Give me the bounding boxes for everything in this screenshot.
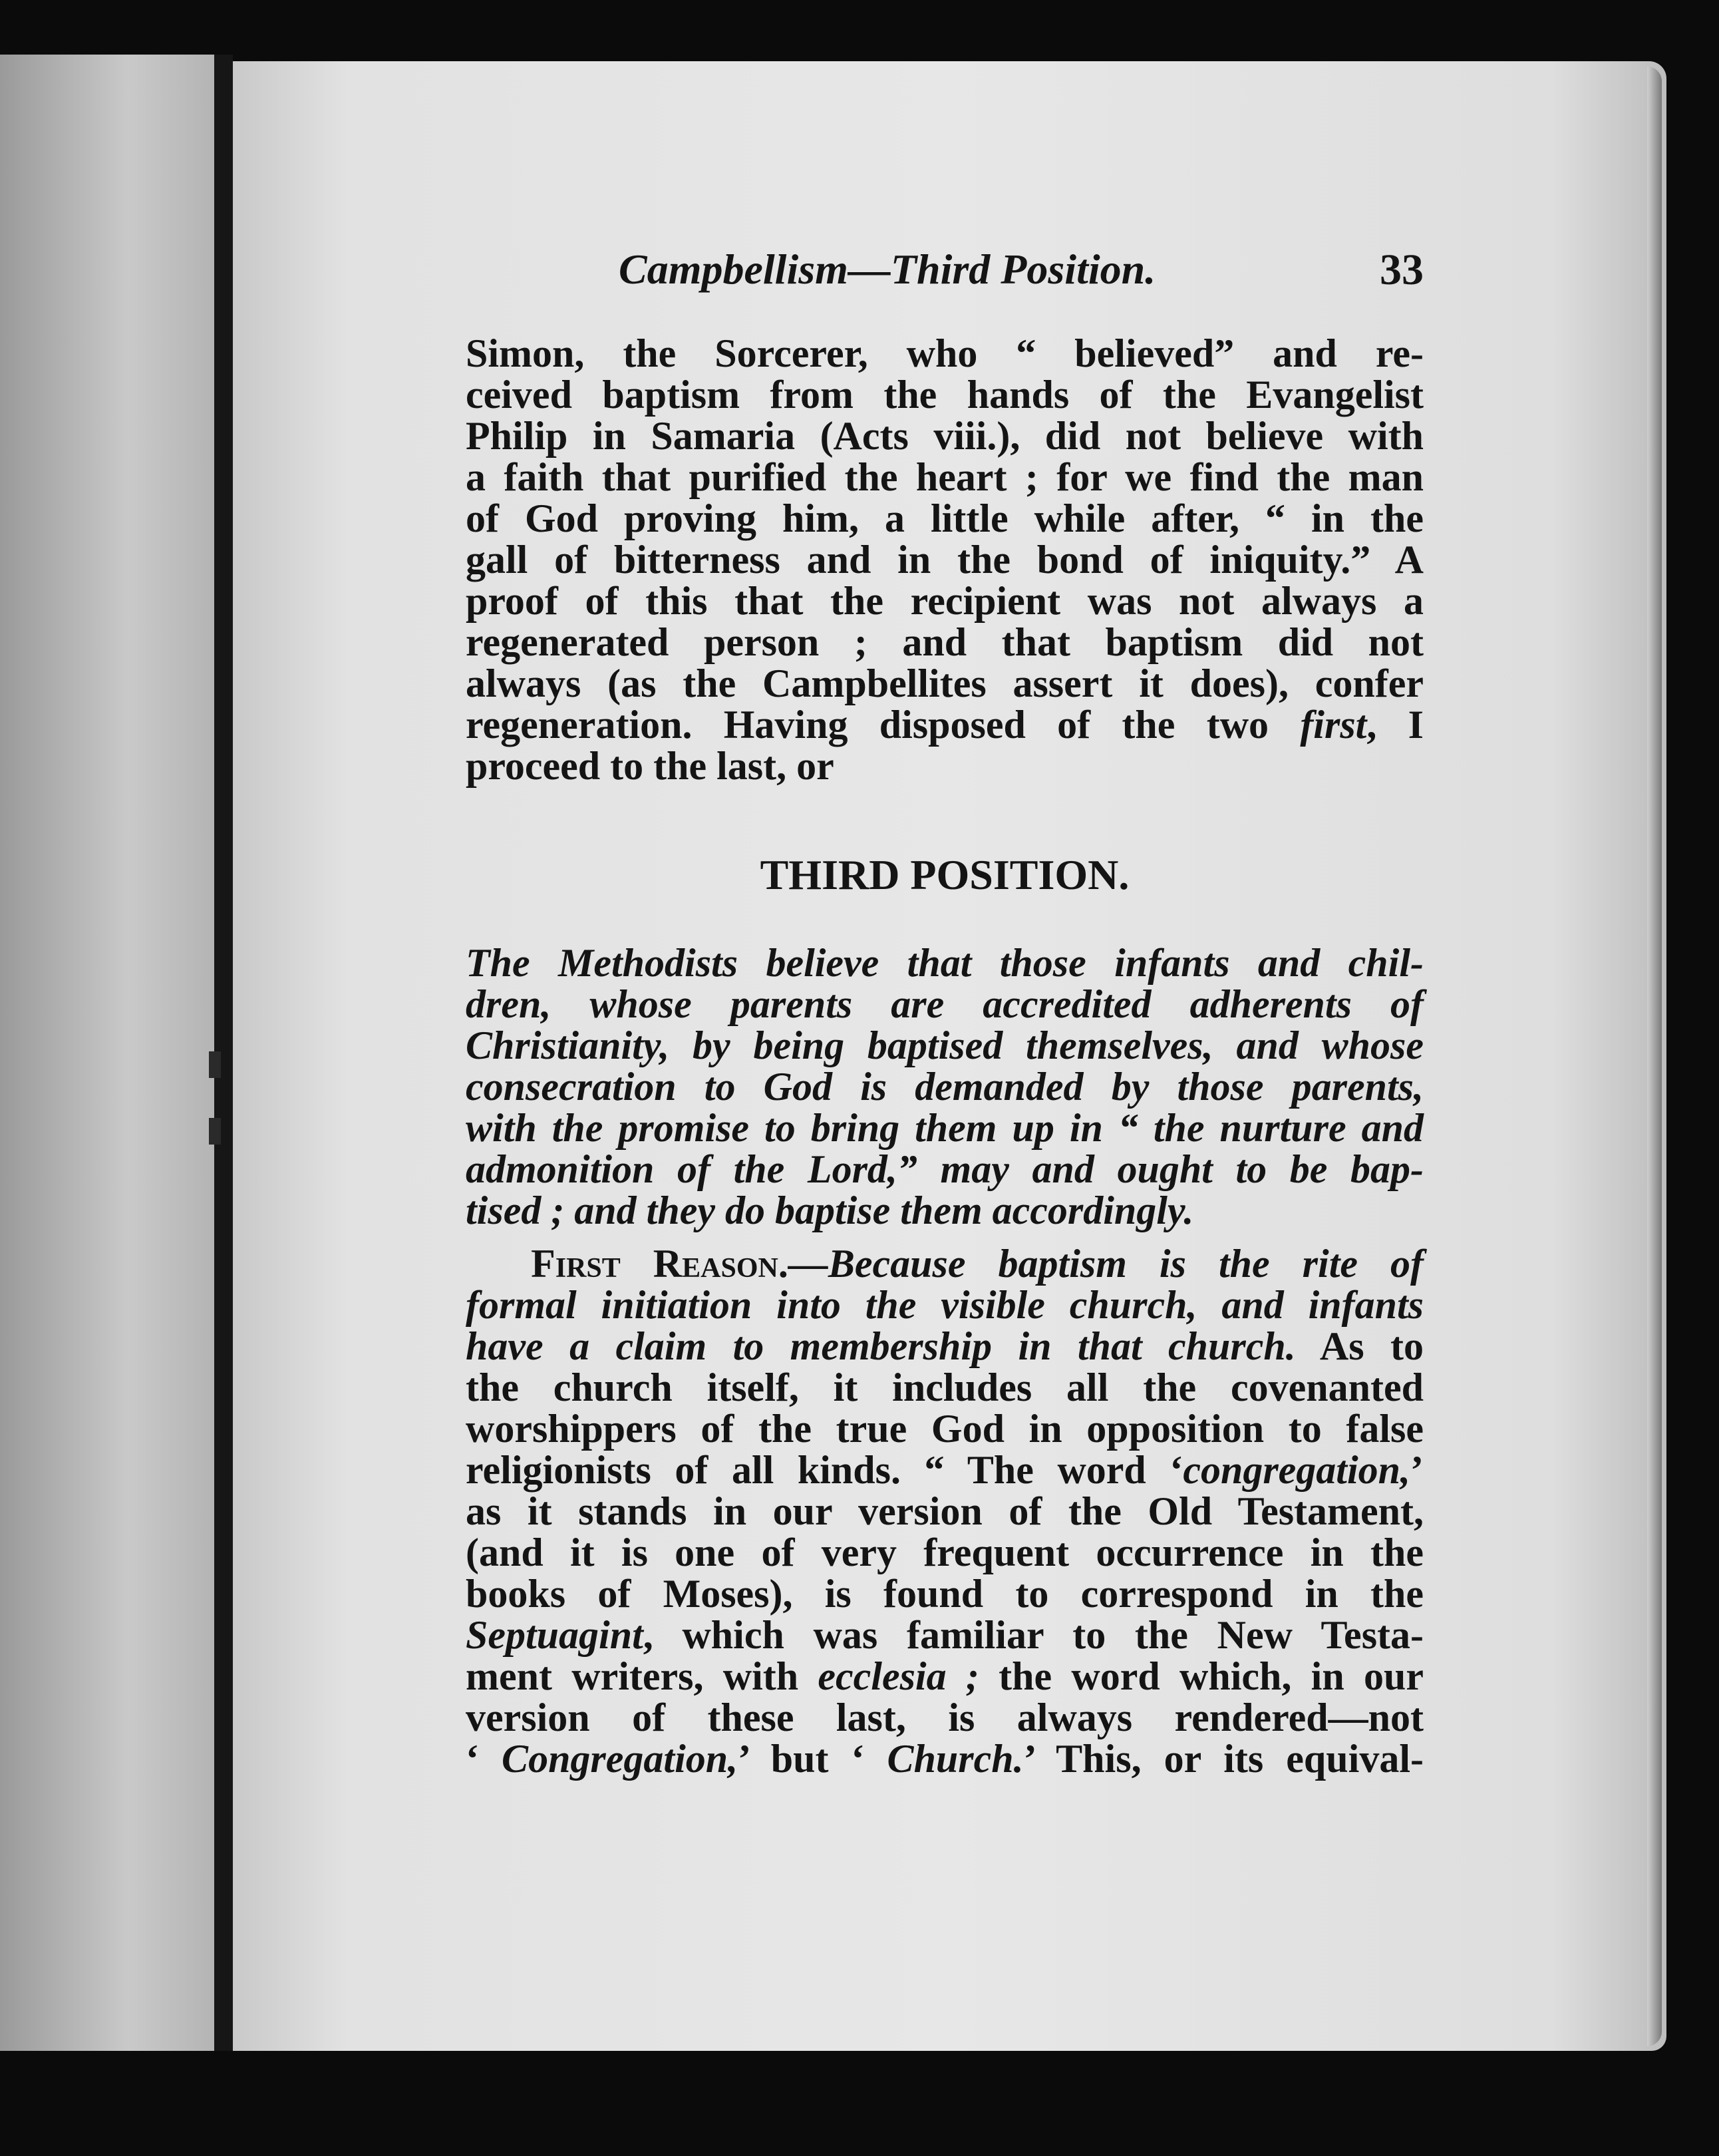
italic-run: —Because baptism is the rite of	[788, 1242, 1424, 1286]
text-line: worshippers of the true God in opposition to false	[466, 1407, 1424, 1451]
text-line: books of Moses), is found to correspond in the	[466, 1572, 1424, 1616]
section-heading: THIRD POSITION.	[760, 851, 1130, 898]
text-run: religionists of all kinds. “ The word ‘	[466, 1448, 1183, 1492]
italic-run: Congregation,	[502, 1737, 738, 1781]
italic-run: first	[1300, 703, 1367, 747]
running-head-title: Campbellism—Third Position.	[619, 246, 1156, 293]
text-run: As to	[1295, 1324, 1424, 1368]
paragraph-simon	[466, 333, 1424, 787]
text-line	[466, 704, 1424, 745]
running-head	[619, 245, 1424, 294]
page-number: 33	[1380, 246, 1424, 294]
text-line	[466, 1656, 1424, 1697]
text-run: ’ but ‘	[738, 1737, 887, 1781]
text-line: dren, whose parents are accredited adherents of	[466, 982, 1424, 1026]
text-line: regenerated person ; and that baptism did not	[466, 620, 1424, 664]
text-line: proof of this that the recipient was not always a	[466, 579, 1424, 623]
text-line: Philip in Samaria (Acts viii.), did not believe with	[466, 414, 1424, 458]
text-line	[466, 1614, 1424, 1656]
text-run: ’	[1410, 1448, 1424, 1492]
text-run: ’ This, or its equival-	[1023, 1737, 1424, 1781]
text-run: ment writers, with	[466, 1654, 818, 1698]
text-line	[466, 1449, 1424, 1491]
text-line: ceived baptism from the hands of the Evangelist	[466, 373, 1424, 417]
text-line: tised ; and they do baptise them accordingly.	[466, 1188, 1194, 1232]
text-run: regeneration. Having disposed of the two	[466, 703, 1301, 747]
text-line	[466, 1738, 1424, 1779]
text-line: as it stands in our version of the Old Testament,	[466, 1489, 1424, 1533]
text-line	[466, 1326, 1424, 1367]
position-statement	[466, 942, 1424, 1231]
text-run: the word which, in our	[979, 1654, 1424, 1698]
text-line: gall of bitterness and in the bond of iniquity.” A	[466, 538, 1424, 582]
text-line: a faith that purified the heart ; for we find the man	[466, 455, 1424, 499]
facing-page-edge	[0, 55, 214, 2051]
first-reason-paragraph	[466, 1243, 1424, 1779]
italic-run: congregation,	[1183, 1448, 1411, 1492]
page-fore-edge	[1647, 67, 1662, 2046]
text-line: the church itself, it includes all the covenanted	[466, 1365, 1424, 1409]
text-line: Christianity, by being baptised themselves, and whose	[466, 1023, 1424, 1067]
text-line: version of these last, is always rendered—not	[466, 1696, 1424, 1739]
text-line: The Methodists believe that those infants and chil-	[466, 941, 1424, 985]
text-line: proceed to the last, or	[466, 744, 834, 788]
binding-mark	[209, 1051, 221, 1078]
italic-run: Church.	[887, 1737, 1024, 1781]
text-line: with the promise to bring them up in “ the nurture and	[466, 1106, 1424, 1150]
text-line	[466, 1243, 1424, 1284]
italic-run: have a claim to membership in that church.	[466, 1324, 1296, 1368]
binding-mark	[209, 1118, 221, 1145]
text-run: ‘	[466, 1737, 502, 1781]
text-line: Simon, the Sorcerer, who “ believed” and re-	[466, 331, 1424, 375]
text-run: , which was familiar to the New Testa-	[643, 1613, 1424, 1657]
text-line: of God proving him, a little while after, “ in the	[466, 496, 1424, 540]
italic-run: ecclesia ;	[818, 1654, 979, 1698]
text-line: (and it is one of very frequent occurrence in the	[466, 1530, 1424, 1574]
text-run: , I	[1366, 703, 1424, 747]
reason-label: First Reason.	[531, 1242, 788, 1286]
text-line: formal initiation into the visible church, and infants	[466, 1283, 1424, 1327]
text-line: consecration to God is demanded by those parents,	[466, 1065, 1424, 1109]
text-line: always (as the Campbellites assert it does), confer	[466, 661, 1424, 705]
italic-run: Septuagint	[466, 1613, 643, 1657]
text-line: admonition of the Lord,” may and ought to be bap-	[466, 1147, 1424, 1191]
